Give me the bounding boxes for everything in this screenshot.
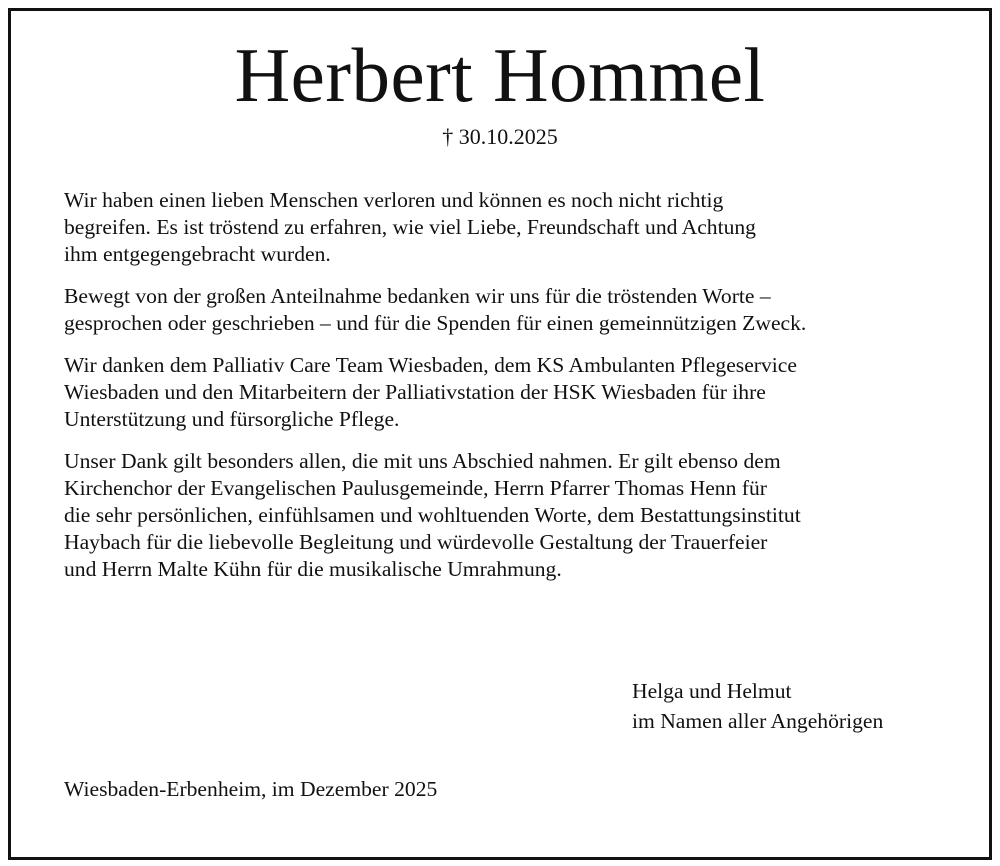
- text-line: Wiesbaden und den Mitarbeitern der Palliativstation der HSK Wiesbaden für ihre: [64, 380, 766, 404]
- text-line: Bewegt von der großen Anteilnahme bedanken wir uns für die tröstenden Worte –: [64, 284, 771, 308]
- signature-subtitle: im Namen aller Angehörigen: [632, 709, 884, 733]
- text-line: Haybach für die liebevolle Begleitung und würdevolle Gestaltung der Trauerfeier: [64, 530, 768, 554]
- text-line: und Herrn Malte Kühn für die musikalische Umrahmung.: [64, 557, 562, 581]
- text-line: begreifen. Es ist tröstend zu erfahren, wie viel Liebe, Freundschaft und Achtung: [64, 215, 756, 239]
- death-date: † 30.10.2025: [442, 124, 558, 149]
- notice-body: [64, 187, 944, 598]
- place-date: Wiesbaden-Erbenheim, im Dezember 2025: [64, 777, 438, 801]
- signature-block: [632, 676, 883, 736]
- text-line: Wir danken dem Palliativ Care Team Wiesbaden, dem KS Ambulanten Pflegeservice: [64, 353, 797, 377]
- text-line: Kirchenchor der Evangelischen Paulusgemeinde, Herrn Pfarrer Thomas Henn für: [64, 476, 767, 500]
- paragraph-thanks-care: [64, 352, 944, 433]
- text-line: gesprochen oder geschrieben – und für die Spenden für einen gemeinnützigen Zweck.: [64, 311, 807, 335]
- paragraph-thanks-sympathy: [64, 283, 944, 337]
- text-line: Wir haben einen lieben Menschen verloren und können es noch nicht richtig: [64, 188, 724, 212]
- paragraph-loss: [64, 187, 944, 268]
- paragraph-thanks-farewell: [64, 448, 944, 583]
- signature-names: Helga und Helmut: [632, 679, 792, 703]
- text-line: Unser Dank gilt besonders allen, die mit uns Abschied nahmen. Er gilt ebenso dem: [64, 449, 781, 473]
- text-line: Unterstützung und fürsorgliche Pflege.: [64, 407, 400, 431]
- text-line: ihm entgegengebracht wurden.: [64, 242, 331, 266]
- text-line: die sehr persönlichen, einfühlsamen und wohltuenden Worte, dem Bestattungsinstitut: [64, 503, 801, 527]
- deceased-name: Herbert Hommel: [234, 32, 766, 118]
